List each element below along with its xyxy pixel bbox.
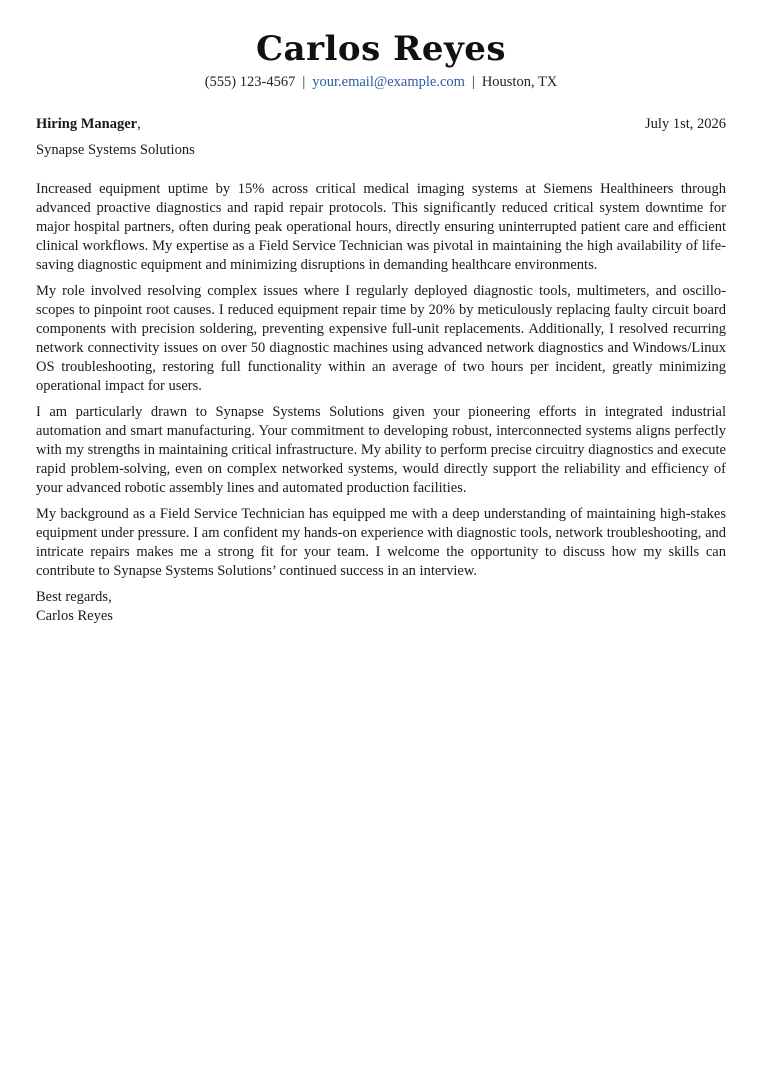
- body-paragraph: My background as a Field Service Technician has equipped me with a deep understanding of maintaining high-stakes equipment under pressure. I am confident my hands-on experience with diagnostic tools, network troubleshooting, and intricate repairs makes me a strong fit for your team. I welcome the opportunity to discuss how my skills can contribute to Synapse Systems Solutions’ continued success in an interview.: [36, 506, 726, 579]
- email-link[interactable]: your.email@example.com: [312, 74, 465, 90]
- body-paragraph: I am particularly drawn to Synapse Systems Solutions given your pioneering efforts in integrated industrial automation and smart manufacturing. Your commitment to developing robust, interconnected systems aligns perfectly with my strengths in maintaining critical infrastructure. My ability to perform precise circuitry diagnostics and execute rapid problem-solving, even on complex networked systems, would directly support the reliability and efficiency of your advanced robotic assembly lines and automated production facilities.: [36, 404, 726, 496]
- salutation: [36, 115, 141, 133]
- recipient-company: Synapse Systems Solutions: [36, 142, 195, 158]
- letter-closing: [36, 588, 726, 626]
- recipient-date-row: [36, 115, 726, 133]
- location: Houston, TX: [481, 74, 558, 90]
- letter-body: [36, 180, 726, 581]
- contact-separator: |: [471, 74, 475, 90]
- body-paragraph: My role involved resolving complex issues where I regularly deployed diagnostic tools, multimeters, and oscillo-scopes to pinpoint root causes. I reduced equipment repair time by 20% by meticulously replacing faulty circuit board components with precision soldering, preventing expensive full-unit replacements. Additionally, I resolved recurring network connectivity issues on over 50 diagnostic machines using advanced network diagnostics and Windows/Linux OS troubleshooting, restoring full functionality within an average of two hours per incident, greatly minimizing operational impact for users.: [36, 283, 726, 394]
- signature-name: Carlos Reyes: [36, 608, 113, 624]
- recipient-name: Hiring Manager: [36, 116, 138, 132]
- phone-number: (555) 123-4567: [204, 74, 296, 90]
- contact-line: [36, 73, 726, 91]
- applicant-name: Carlos Reyes: [256, 29, 506, 69]
- contact-separator: |: [302, 74, 306, 90]
- letter-date: July 1st, 2026: [645, 116, 726, 132]
- signoff: Best regards,: [36, 589, 112, 605]
- salutation-comma: ,: [137, 116, 141, 132]
- body-paragraph: Increased equipment uptime by 15% across critical medical imaging systems at Siemens Healthineers through advanced proactive diagnostics and rapid repair protocols. This significantly reduced critical system downtime for major hospital partners, often during peak operational hours, directly ensuring uninterrupted patient care and efficient clinical workflows. My expertise as a Field Service Technician was pivotal in maintaining the high availability of life-saving diagnostic equipment and minimizing disruptions in demanding healthcare environments.: [36, 181, 726, 273]
- cover-letter-page: [36, 0, 726, 626]
